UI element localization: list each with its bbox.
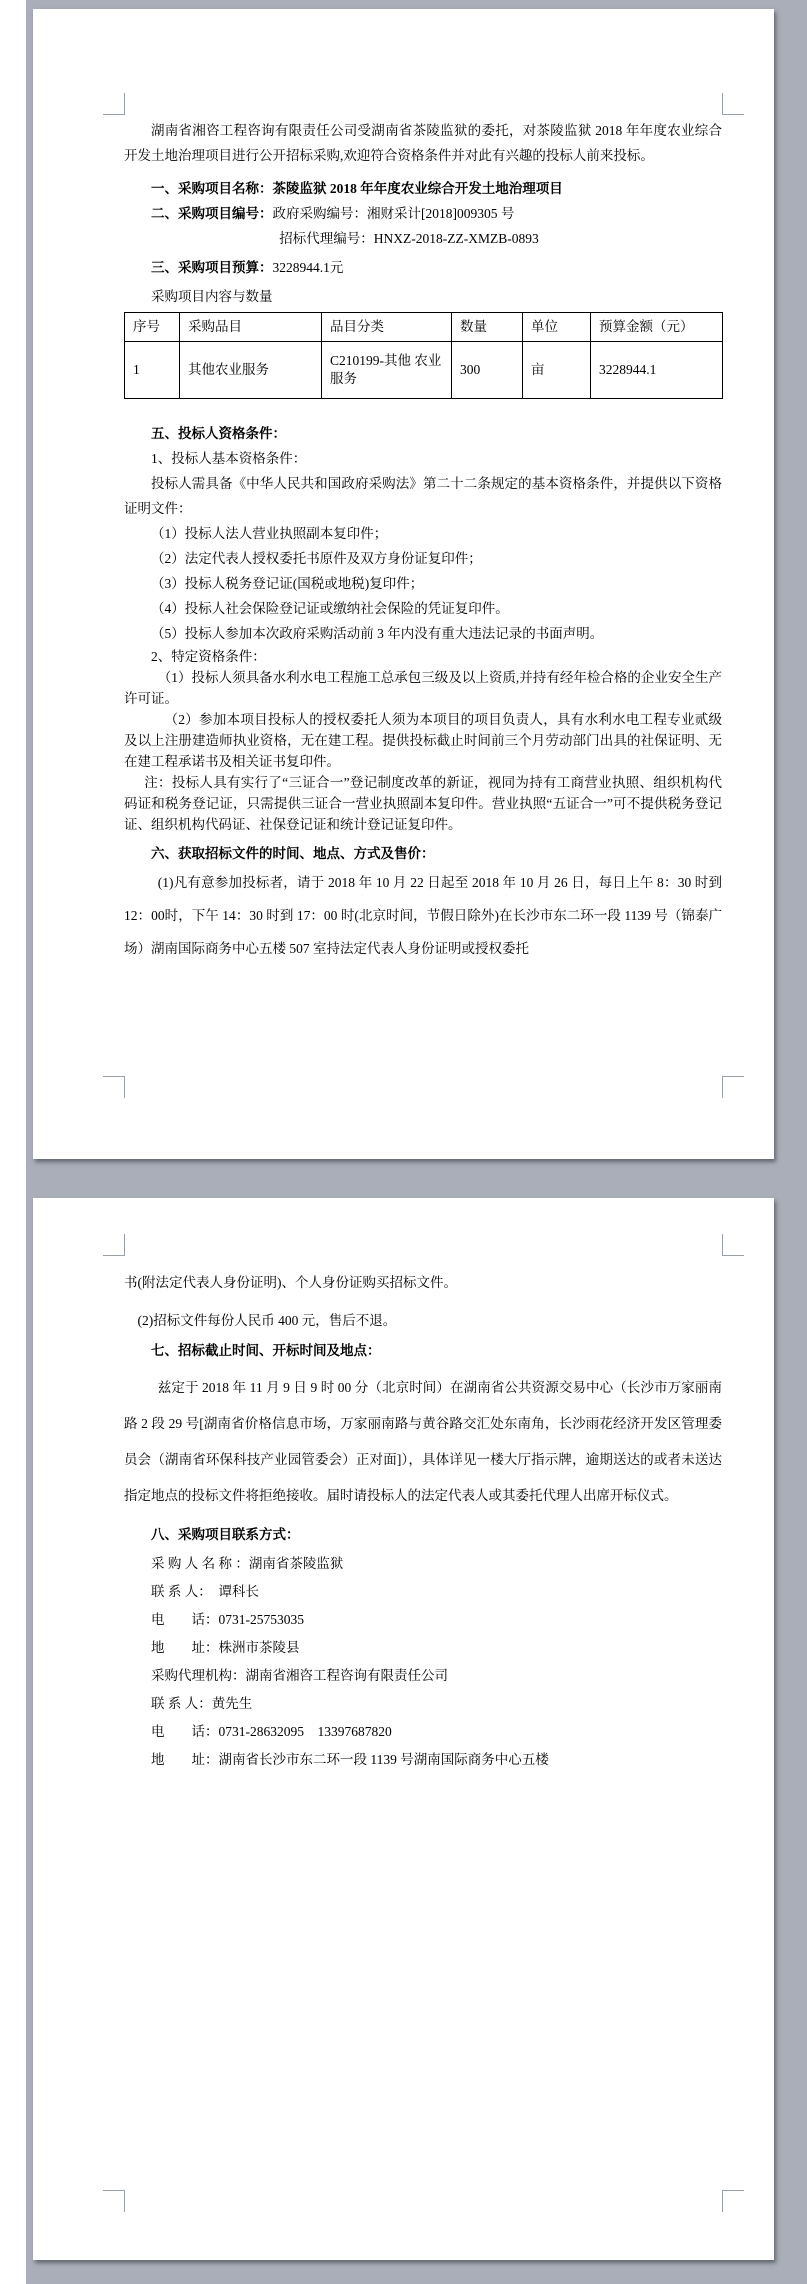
section-2-label: 二、采购项目编号： — [151, 206, 273, 221]
contact-line: 地 址：株洲市茶陵县 — [151, 1640, 300, 1655]
special-qualification-item: （2）参加本项目投标人的授权委托人须为本项目的项目负责人，具有水利水电工程专业贰级及以上注册建造师执业资格，无在建工程。提供投标截止时间前三个月劳动部门出具的社保证明、无在建工程承诺书及相关证书复印件。 — [124, 712, 722, 769]
qualification-item: （4）投标人社会保险登记证或缴纳社会保险的凭证复印件。 — [151, 601, 509, 616]
bid-doc-purchase-paragraph: (1)凡有意参加投标者，请于 2018 年 10 月 22 日起至 2018 年 10 月 26 日，每日上午 8：30 时到 12：00时，下午 14：30 时到 17：00 时(北京时间，节假日除外)在长沙市东二环一段 1139 号（锦泰广场）湖南国际商务中心五楼 507 室持法定代表人身份证明或授权委托 — [124, 875, 722, 956]
qualification-item: （1）投标人法人营业执照副本复印件； — [151, 526, 388, 541]
window-left-edge — [0, 0, 26, 2284]
contact-line: 采购代理机构：湖南省湘咨工程咨询有限责任公司 — [151, 1668, 448, 1683]
document-page-1 — [33, 9, 774, 1159]
table-header-cell: 序号 — [125, 313, 180, 342]
contact-line: 采 购 人 名 称 ：湖南省茶陵监狱 — [151, 1556, 344, 1571]
contact-line: 电 话：0731-25753035 — [151, 1612, 304, 1627]
text-boundary-mark — [722, 1076, 744, 1098]
table-cell: 亩 — [523, 342, 591, 399]
table-cell: 300 — [452, 342, 523, 399]
table-cell: 其他农业服务 — [180, 342, 322, 399]
table-header-cell: 单位 — [523, 313, 591, 342]
table-header-row — [125, 313, 723, 342]
agency-number-line: 招标代理编号：HNXZ-2018-ZZ-XMZB-0893 — [279, 231, 539, 246]
items-table — [124, 312, 723, 399]
table-header-cell: 数量 — [452, 313, 523, 342]
page-1-content — [33, 9, 774, 965]
table-caption: 采购项目内容与数量 — [151, 289, 273, 304]
special-qualification-item: （1）投标人须具备水利水电工程施工总承包三级及以上资质,并持有经年检合格的企业安全生产许可证。 — [124, 670, 722, 706]
table-header-cell: 预算金额（元） — [591, 313, 723, 342]
section-1-heading: 一、采购项目名称：茶陵监狱 2018 年年度农业综合开发土地治理项目 — [151, 181, 563, 196]
text-boundary-mark — [103, 1076, 125, 1098]
table-cell: C210199-其他 农业服务 — [322, 342, 452, 399]
contact-block — [124, 1550, 722, 1774]
section-2-heading — [124, 201, 722, 226]
text-boundary-mark — [722, 2190, 744, 2212]
section-3-heading — [124, 255, 722, 280]
bid-doc-purchase-continuation: 书(附法定代表人身份证明)、个人身份证购买招标文件。 — [124, 1275, 457, 1290]
contact-line: 联 系 人： 谭科长 — [151, 1584, 259, 1599]
section-6-heading: 六、获取招标文件的时间、地点、方式及售价： — [151, 846, 435, 861]
section-3-value: 3228944.1元 — [272, 260, 344, 275]
table-cell: 1 — [125, 342, 180, 399]
table-header-cell: 品目分类 — [322, 313, 452, 342]
section-2-value: 政府采购编号：湘财采计[2018]009305 号 — [272, 206, 515, 221]
contact-line: 地 址：湖南省长沙市东二环一段 1139 号湖南国际商务中心五楼 — [151, 1752, 549, 1767]
table-header-cell: 采购品目 — [180, 313, 322, 342]
qualification-item: （5）投标人参加本次政府采购活动前 3 年内没有重大违法记录的书面声明。 — [151, 626, 604, 641]
bid-opening-paragraph: 兹定于 2018 年 11 月 9 日 9 时 00 分（北京时间）在湖南省公共资源交易中心（长沙市万家丽南路 2 段 29 号[湖南省价格信息市场，万家丽南路与黄谷路交汇处东南角，长沙雨花经济开发区管理委员会（湖南省环保科技产业园管委会）正对面]），具体详见一楼大厅指示牌，逾期送达的或者未送达指定地点的投标文件将拒绝接收。届时请投标人的法定代表人或其委托代理人出席开标仪式。 — [124, 1380, 722, 1503]
document-page-2 — [33, 1198, 774, 2260]
bid-doc-price-line: (2)招标文件每份人民币 400 元，售后不退。 — [137, 1313, 397, 1328]
table-cell: 3228944.1 — [591, 342, 723, 399]
text-boundary-mark — [103, 2190, 125, 2212]
page-2-content — [33, 1198, 774, 1774]
contact-line: 联 系 人：黄先生 — [151, 1696, 253, 1711]
section-8-heading: 八、采购项目联系方式： — [151, 1527, 300, 1542]
basic-qualification-title: 1、投标人基本资格条件： — [151, 451, 307, 466]
qualification-item: （2）法定代表人授权委托书原件及双方身份证复印件； — [151, 551, 482, 566]
special-qualification-title: 2、特定资格条件： — [151, 649, 266, 664]
section-7-heading: 七、招标截止时间、开标时间及地点： — [151, 1343, 381, 1358]
contact-line: 电 话：0731-28632095 13397687820 — [151, 1724, 392, 1739]
special-qualification-block — [124, 646, 722, 835]
basic-qualification-text: 投标人需具备《中华人民共和国政府采购法》第二十二条规定的基本资格条件，并提供以下资格证明文件： — [124, 476, 722, 516]
qualification-note: 注：投标人具有实行了“三证合一”登记制度改革的新证，视同为持有工商营业执照、组织机构代码证和税务登记证，只需提供三证合一营业执照副本复印件。营业执照“五证合一”可不提供税务登记证、组织机构代码证、社保登记证和统计登记证复印件。 — [124, 775, 722, 832]
intro-paragraph: 湖南省湘咨工程咨询有限责任公司受湖南省茶陵监狱的委托，对茶陵监狱 2018 年年度农业综合开发土地治理项目进行公开招标采购,欢迎符合资格条件并对此有兴趣的投标人前来投标。 — [124, 123, 722, 163]
section-3-label: 三、采购项目预算： — [151, 260, 273, 275]
section-5-heading: 五、投标人资格条件： — [151, 426, 286, 441]
qualification-item: （3）投标人税务登记证(国税或地税)复印件； — [151, 576, 424, 591]
table-row — [125, 342, 723, 399]
